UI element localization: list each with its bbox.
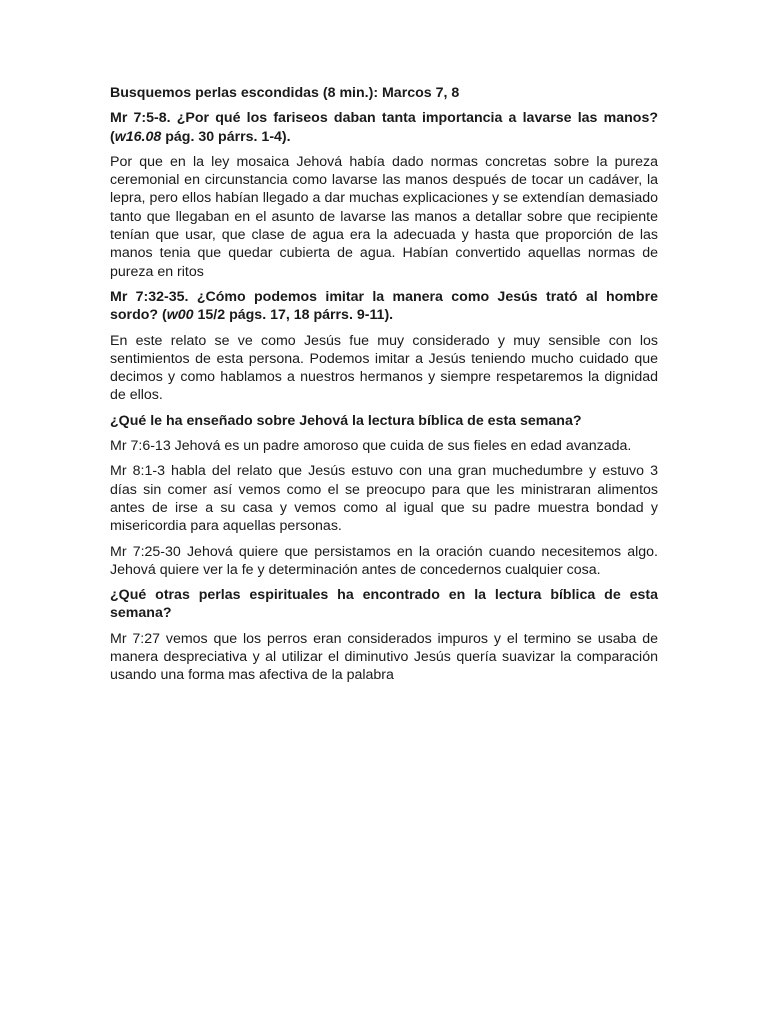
question-4: ¿Qué otras perlas espirituales ha encontrado en la lectura bíblica de esta semana?	[110, 587, 658, 622]
answer-4: Mr 7:27 vemos que los perros eran considerados impuros y el termino se usaba de manera despreciativa y al utilizar el diminutivo Jesús quería suavizar la comparación usando una forma mas afectiva de la palabra	[110, 630, 658, 684]
question-1	[110, 109, 658, 146]
question-1-citation: pág. 30 párrs. 1-4).	[161, 128, 291, 145]
question-3: ¿Qué le ha enseñado sobre Jehová la lectura bíblica de esta semana?	[110, 412, 582, 429]
answer-3-item: Mr 8:1-3 habla del relato que Jesús estuvo con una gran muchedumbre y estuvo 3 días sin comer así vemos como el se preocupo para que les ministraran alimentos antes de irse a su casa y vemos como al igual que su padre muestra bondad y misericordia para aquellas personas.	[110, 463, 658, 535]
question-2-reference: w00	[166, 307, 194, 324]
question-1-reference: w16.08	[114, 128, 162, 145]
answer-1: Por que en la ley mosaica Jehová había dado normas concretas sobre la pureza ceremonial en circunstancia como lavarse las manos después de tocar un cadáver, la lepra, pero ellos habían llegado a dar muchas explicaciones y se extendían demasiado tanto que llegaban en el asunto de lavarse las manos a detallar sobre que recipiente tenían que usar, que clase de agua era la adecuada y hasta que proporción de las manos tenia que quedar cubierta de agua. Habían convertido aquellas normas de pureza en ritos	[110, 153, 658, 280]
answer-3-item: Mr 7:6-13 Jehová es un padre amoroso que cuida de sus fieles en edad avanzada.	[110, 438, 632, 455]
question-2	[110, 288, 658, 325]
answer-3-item: Mr 7:25-30 Jehová quiere que persistamos en la oración cuando necesitemos algo. Jehová quiere ver la fe y determinación antes de concedernos cualquier cosa.	[110, 543, 658, 578]
question-1-text: Mr 7:5-8. ¿Por qué los fariseos daban tanta importancia a lavarse las manos? (	[110, 110, 658, 145]
document-page	[110, 84, 658, 692]
question-2-text: Mr 7:32-35. ¿Cómo podemos imitar la manera como Jesús trató al hombre sordo? (	[110, 288, 658, 324]
question-2-citation: 15/2 págs. 17, 18 párrs. 9-11).	[193, 307, 394, 324]
section-title: Busquemos perlas escondidas (8 min.): Marcos 7, 8	[110, 85, 460, 101]
answer-2: En este relato se ve como Jesús fue muy considerado y muy sensible con los sentimientos de esta persona. Podemos imitar a Jesús teniendo mucho cuidado que decimos y como hablamos a nuestros hermanos y siempre respetaremos la dignidad de ellos.	[110, 332, 658, 404]
